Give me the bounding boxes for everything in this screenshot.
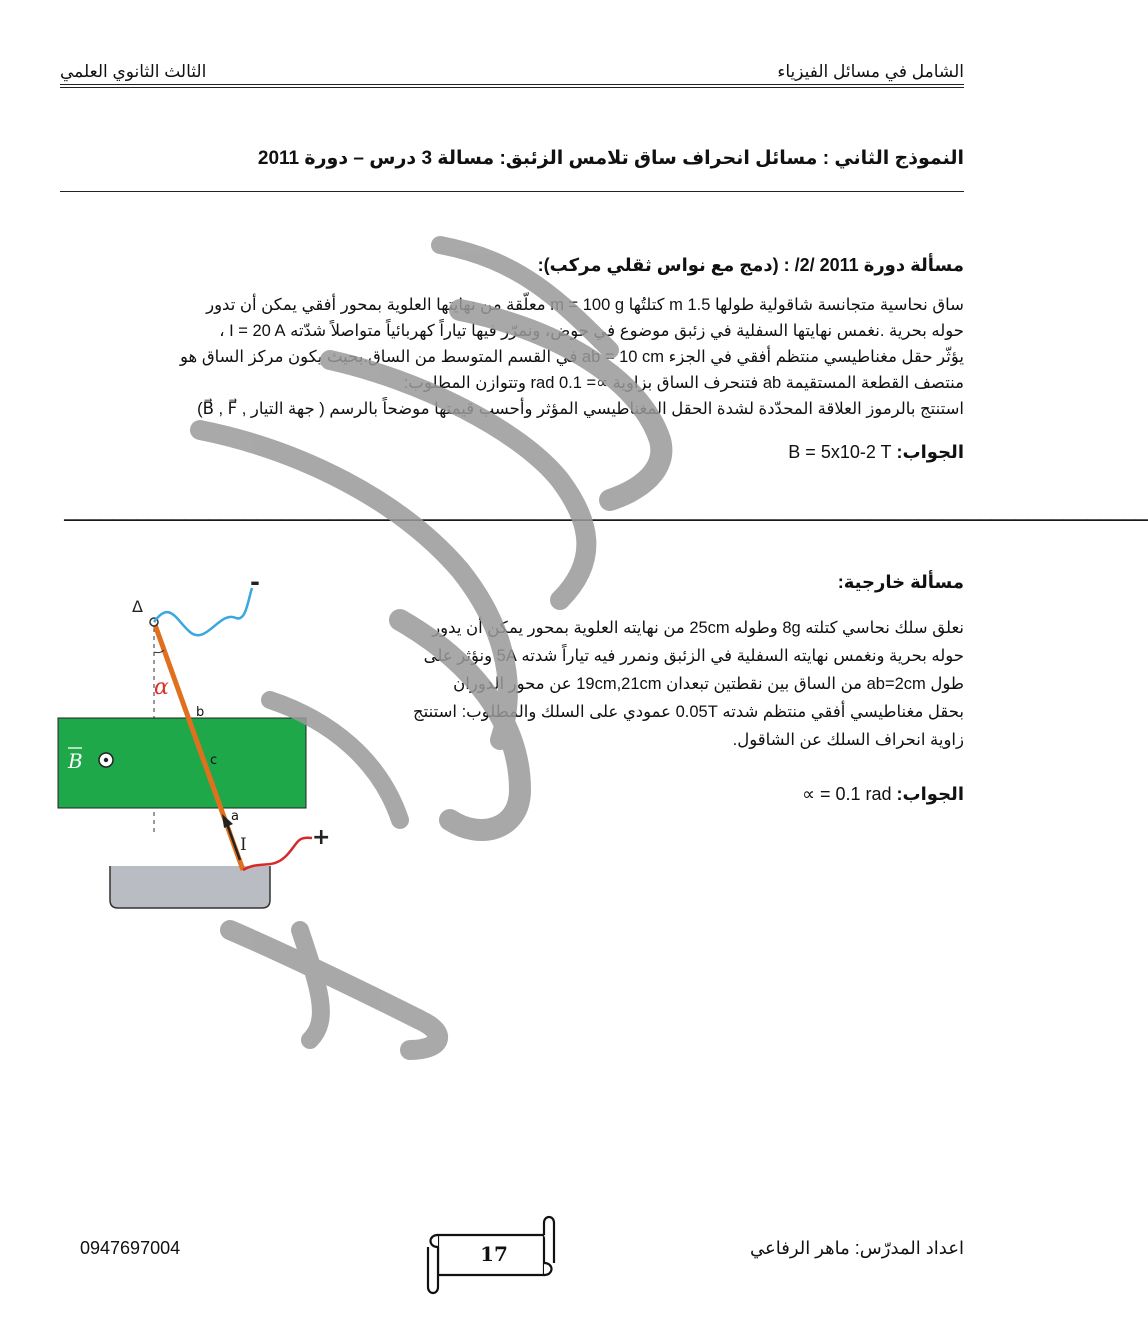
current-label: I <box>240 835 247 855</box>
minus-terminal-label: - <box>250 568 260 596</box>
mercury-trough <box>110 866 270 908</box>
dashed-separator: ────────────────────────────────────────────────────────────────────────────────────────── <box>64 508 1148 532</box>
point-c-label: c <box>210 753 218 768</box>
point-a-label: a <box>231 809 239 824</box>
header-rule-2 <box>60 87 964 88</box>
magnetic-field-region <box>58 718 306 808</box>
footer-author: اعداد المدرّس: ماهر الرفاعي <box>749 1238 964 1258</box>
section-rule <box>60 191 964 192</box>
answer-label: الجواب: <box>896 784 964 804</box>
problem1-line: ساق نحاسية متجانسة شاقولية طولها 1.5 m كتلتُها m = 100 g معلّقة من نهايتها العلوية بمحور أفقي يمكن أن تدور <box>206 296 964 314</box>
problem1-line: منتصف القطعة المستقيمة ab فتنحرف الساق بزاوية ∝= 0.1 rad وتتوازن المطلوب: <box>403 374 964 392</box>
answer-value: B = 5x10-2 T <box>788 442 892 462</box>
problem2-line: نعلق سلك نحاسي كتلته 8g وطوله 25cm من نهايته العلوية بمحور يمكن أن يدور <box>432 619 964 637</box>
plus-terminal-label: + <box>312 825 331 850</box>
positive-wire <box>243 838 312 870</box>
problem1-answer <box>788 442 964 463</box>
section-title: النموذج الثاني : مسائل انحراف ساق تلامس الزئبق: مسالة 3 درس – دورة 2011 <box>257 148 964 169</box>
angle-label: α <box>154 675 169 700</box>
problem1-line: حوله بحرية .نغمس نهايتها السفلية في زئبق موضوع في حوض، ونمرّر فيها تياراً كهربائياً متواصلاً شدّته I = 20 A ، <box>219 322 964 340</box>
page-number-scroll <box>424 1213 559 1298</box>
pivot-label: Δ <box>132 597 143 616</box>
answer-label: الجواب: <box>896 442 964 462</box>
page-number: 17 <box>480 1242 508 1266</box>
answer-value: ∝ = 0.1 rad <box>802 784 892 804</box>
negative-wire <box>154 588 252 635</box>
header-grade: الثالث الثانوي العلمي <box>60 62 207 81</box>
problem1-body <box>60 292 964 422</box>
problem2-line: حوله بحرية ونغمس نهايته السفلية في الزئبق ونمرر فيه تياراً شدته 5A ونؤثر على <box>423 647 964 665</box>
problem2-line: طول ab=2cm من الساق بين نقطتين تبعدان 19cm,21cm عن محور الدوران <box>453 675 964 693</box>
problem1-line: يؤثّر حقل مغناطيسي منتظم أفقي في الجزء ab = 10 cm في القسم المتوسط من الساق.بحيث يكون مركز الساق هو <box>180 348 964 366</box>
field-label: B <box>68 749 83 773</box>
problem2-answer <box>802 784 964 805</box>
problem1-title: مسألة دورة 2011 /2/ : (دمج مع نواس ثقلي مركب): <box>537 255 964 275</box>
field-dot-icon <box>104 758 108 762</box>
problem2-body <box>344 614 964 754</box>
problem2-line: بحقل مغناطيسي أفقي منتظم شدته 0.05T عمودي على السلك والمطلوب: استنتج <box>412 703 964 721</box>
problem2-line: زاوية انحراف السلك عن الشاقول. <box>732 731 964 749</box>
current-arrow <box>227 824 240 860</box>
header-rule <box>60 84 964 85</box>
footer-phone: 0947697004 <box>80 1238 181 1258</box>
point-b-label: b <box>196 705 205 720</box>
problem1-line: استنتج بالرموز العلاقة المحدّدة لشدة الحقل المغناطيسي المؤثر وأحسب قيمتها موضحاً بالرسم ( جهة التيار , B⃗ , F⃗) <box>197 400 964 418</box>
problem2-title: مسألة خارجية: <box>837 572 964 592</box>
header-book-title: الشامل في مسائل الفيزياء <box>777 62 964 81</box>
rod-figure <box>50 570 350 915</box>
